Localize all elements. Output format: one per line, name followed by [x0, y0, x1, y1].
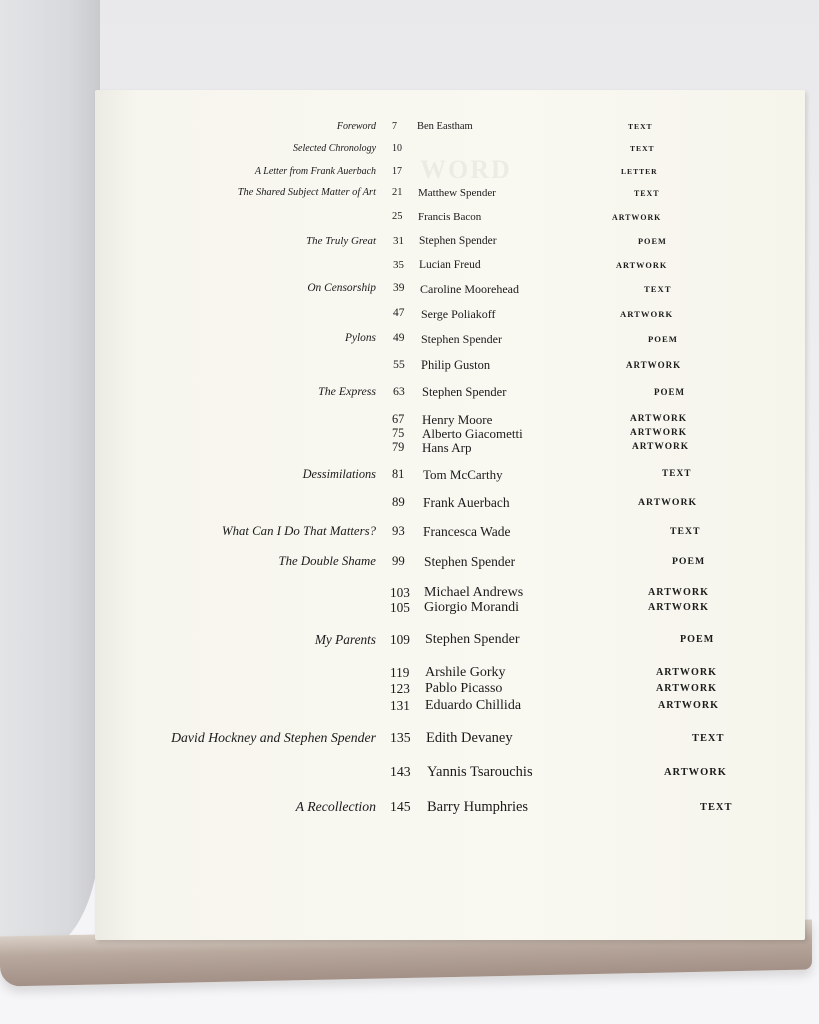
- toc-type: TEXT: [692, 732, 725, 744]
- toc-page-number: 79: [392, 439, 405, 454]
- toc-type: TEXT: [662, 468, 692, 479]
- toc-page-number: 47: [393, 307, 405, 320]
- toc-author: Edith Devaney: [426, 730, 513, 747]
- toc-page-number: 99: [392, 554, 405, 569]
- toc-title: The Double Shame: [278, 554, 376, 569]
- toc-page-number: 49: [393, 332, 405, 345]
- toc-author: Ben Eastham: [417, 120, 473, 132]
- toc-author: Henry Moore: [422, 411, 493, 427]
- toc-author: Yannis Tsarouchis: [427, 764, 533, 781]
- toc-type: TEXT: [670, 526, 701, 538]
- toc-type: TEXT: [644, 284, 672, 295]
- toc-title: On Censorship: [307, 282, 376, 295]
- toc-type: ARTWORK: [630, 413, 688, 424]
- toc-type: ARTWORK: [620, 309, 674, 320]
- toc-type: ARTWORK: [664, 766, 727, 778]
- toc-title: My Parents: [314, 631, 376, 647]
- toc-type: POEM: [680, 633, 715, 645]
- toc-author: Stephen Spender: [425, 631, 520, 647]
- toc-page-number: 10: [392, 142, 402, 154]
- toc-type: ARTWORK: [616, 260, 668, 270]
- toc-author: Pablo Picasso: [425, 680, 503, 696]
- toc-author: Philip Guston: [421, 358, 491, 372]
- toc-title: Pylons: [344, 332, 376, 345]
- toc-page-number: 89: [392, 495, 405, 510]
- toc-author: Serge Poliakoff: [421, 307, 496, 322]
- toc-page-number: 63: [393, 384, 405, 398]
- toc-type: ARTWORK: [626, 359, 682, 370]
- toc-author: Caroline Moorehead: [420, 282, 519, 297]
- toc-author: Barry Humphries: [427, 799, 529, 816]
- toc-page-number: 119: [390, 664, 410, 680]
- toc-type: ARTWORK: [612, 212, 662, 222]
- toc-page-number: 17: [392, 165, 402, 177]
- toc-type: ARTWORK: [658, 699, 719, 711]
- toc-author: Matthew Spender: [418, 187, 496, 200]
- toc-page-number: 131: [390, 697, 410, 713]
- toc-page-number: 123: [390, 680, 410, 696]
- toc-page-number: 31: [393, 234, 404, 247]
- toc-page-number: 145: [390, 799, 411, 815]
- toc-author: Stephen Spender: [422, 385, 507, 399]
- toc-author: Francesca Wade: [423, 524, 511, 540]
- toc-type: ARTWORK: [632, 441, 690, 452]
- toc-author: Stephen Spender: [419, 234, 497, 247]
- toc-type: LETTER: [621, 167, 658, 177]
- toc-page-number: 7: [392, 120, 397, 132]
- toc-title: A Recollection: [295, 799, 376, 815]
- toc-type: ARTWORK: [648, 601, 709, 613]
- toc-page-number: 93: [392, 524, 405, 539]
- toc-title: The Shared Subject Matter of Art: [237, 187, 376, 199]
- toc-page-number: 39: [393, 282, 405, 295]
- toc-page-number: 67: [392, 411, 405, 426]
- toc-type: ARTWORK: [656, 666, 717, 678]
- toc-type: ARTWORK: [638, 497, 698, 509]
- toc-type: TEXT: [700, 801, 733, 813]
- toc-type: POEM: [648, 334, 678, 345]
- toc-type: ARTWORK: [656, 682, 717, 694]
- toc-author: Michael Andrews: [424, 584, 524, 600]
- toc-author: Tom McCarthy: [423, 466, 503, 482]
- toc-page-number: 75: [392, 425, 405, 440]
- toc-author: Giorgio Morandi: [424, 599, 520, 615]
- toc-title: Foreword: [336, 120, 376, 132]
- toc-author: Lucian Freud: [419, 258, 481, 271]
- toc-page-number: 25: [392, 211, 403, 223]
- toc-title: Selected Chronology: [293, 142, 376, 154]
- toc-page-number: 135: [390, 730, 411, 746]
- toc-title: A Letter from Frank Auerbach: [254, 165, 376, 177]
- toc-page-number: 103: [390, 584, 410, 600]
- toc-author: Eduardo Chillida: [425, 697, 522, 713]
- toc-title: Dessimilations: [302, 466, 376, 481]
- toc-page-number: 81: [392, 466, 405, 481]
- toc-title: The Truly Great: [306, 234, 376, 247]
- toc-type: ARTWORK: [630, 427, 688, 438]
- toc-page-number: 21: [392, 187, 403, 199]
- toc-title: What Can I Do That Matters?: [221, 524, 376, 539]
- toc-author: Alberto Giacometti: [422, 425, 523, 441]
- show-through-text: WORD: [420, 155, 512, 184]
- toc-type: TEXT: [630, 144, 655, 154]
- toc-type: TEXT: [628, 122, 653, 132]
- toc-title: David Hockney and Stephen Spender: [171, 730, 376, 746]
- toc-author: Stephen Spender: [421, 332, 502, 347]
- toc-title: The Express: [318, 384, 376, 398]
- toc-page-number: 143: [390, 764, 411, 780]
- toc-type: POEM: [654, 386, 685, 397]
- toc-type: POEM: [638, 236, 667, 246]
- toc-page-number: 105: [390, 599, 410, 615]
- toc-author: Stephen Spender: [424, 554, 516, 570]
- toc-author: Arshile Gorky: [425, 664, 506, 680]
- toc-type: TEXT: [634, 188, 660, 198]
- toc-type: ARTWORK: [648, 586, 709, 598]
- toc-page-number: 35: [393, 258, 404, 271]
- toc-page-number: 55: [393, 357, 405, 371]
- toc-type: POEM: [672, 556, 706, 568]
- toc-author: Francis Bacon: [418, 211, 482, 224]
- toc-author: Frank Auerbach: [423, 495, 510, 511]
- toc-author: Hans Arp: [422, 439, 472, 455]
- toc-page-number: 109: [390, 631, 410, 647]
